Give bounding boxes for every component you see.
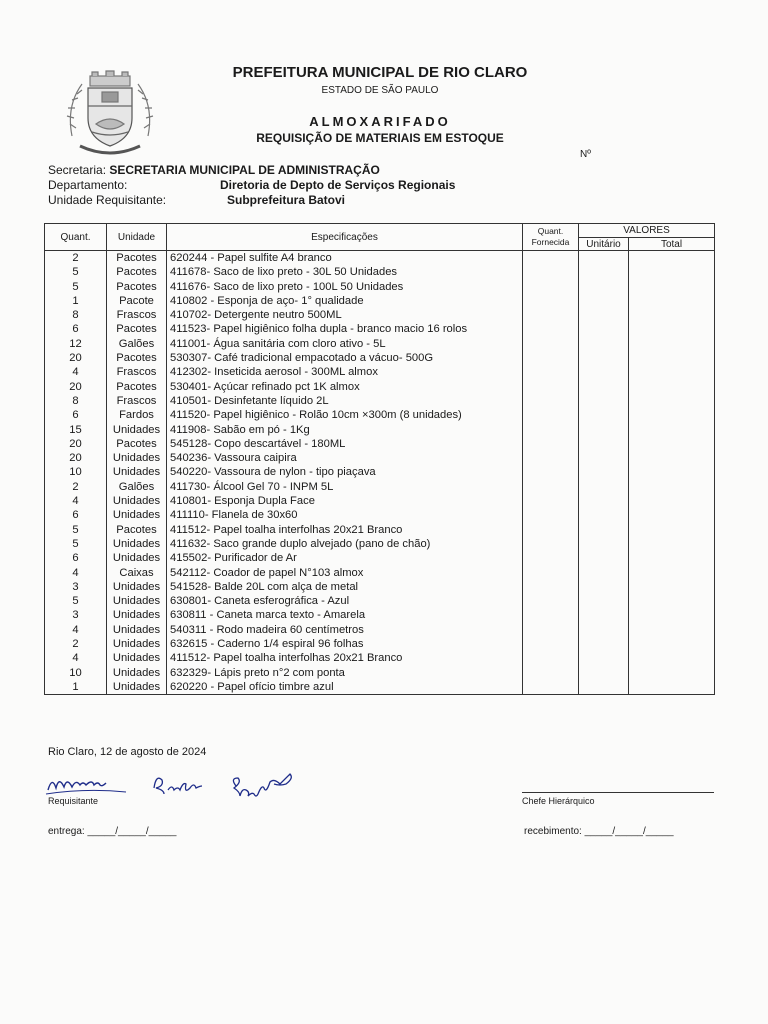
row-quant: 20 (45, 437, 107, 451)
row-especificacao: 411512- Papel toalha interfolhas 20x21 Branco (167, 651, 523, 665)
row-unitario (579, 523, 629, 537)
row-quant-fornecida (523, 265, 579, 279)
row-especificacao: 545128- Copo descartável - 180ML (167, 437, 523, 451)
row-unitario (579, 251, 629, 266)
row-quant: 6 (45, 508, 107, 522)
row-quant: 8 (45, 308, 107, 322)
table-row (45, 566, 715, 580)
row-total (629, 680, 715, 695)
row-unitario (579, 351, 629, 365)
row-quant-fornecida (523, 494, 579, 508)
table-row (45, 265, 715, 279)
row-quant-fornecida (523, 680, 579, 695)
row-unidade: Unidades (107, 508, 167, 522)
row-unidade: Unidades (107, 623, 167, 637)
row-unidade: Pacote (107, 294, 167, 308)
row-unidade: Pacotes (107, 437, 167, 451)
row-unidade: Unidades (107, 580, 167, 594)
municipal-coat-of-arms-icon (62, 66, 158, 162)
row-total (629, 365, 715, 379)
row-especificacao: 411730- Álcool Gel 70 - INPM 5L (167, 480, 523, 494)
row-especificacao: 542112- Coador de papel N°103 almox (167, 566, 523, 580)
row-quant-fornecida (523, 623, 579, 637)
row-quant-fornecida (523, 280, 579, 294)
row-quant-fornecida (523, 594, 579, 608)
row-quant: 4 (45, 566, 107, 580)
row-total (629, 608, 715, 622)
row-unitario (579, 651, 629, 665)
row-unitario (579, 280, 629, 294)
row-quant: 15 (45, 423, 107, 437)
row-total (629, 308, 715, 322)
table-row (45, 508, 715, 522)
row-unitario (579, 537, 629, 551)
table-row (45, 594, 715, 608)
row-especificacao: 411676- Saco de lixo preto - 100L 50 Unidades (167, 280, 523, 294)
row-quant: 4 (45, 494, 107, 508)
row-total (629, 423, 715, 437)
departamento-label: Departamento: (48, 178, 128, 192)
row-unidade: Pacotes (107, 280, 167, 294)
table-row (45, 623, 715, 637)
row-unidade: Galões (107, 480, 167, 494)
row-total (629, 551, 715, 565)
row-especificacao: 411520- Papel higiênico - Rolão 10cm ×300m (8 unidades) (167, 408, 523, 422)
page-title: PREFEITURA MUNICIPAL DE RIO CLARO (232, 64, 528, 81)
row-especificacao: 411110- Flanela de 30x60 (167, 508, 523, 522)
row-especificacao: 620244 - Papel sulfite A4 branco (167, 251, 523, 266)
chefe-signature-line (522, 792, 714, 793)
row-especificacao: 412302- Inseticida aerosol - 300ML almox (167, 365, 523, 379)
table-row (45, 294, 715, 308)
recebimento-field: recebimento: _____/_____/_____ (524, 826, 674, 837)
row-quant: 20 (45, 380, 107, 394)
row-especificacao: 530401- Açúcar refinado pct 1K almox (167, 380, 523, 394)
row-total (629, 651, 715, 665)
row-unitario (579, 322, 629, 336)
row-total (629, 508, 715, 522)
request-date: Rio Claro, 12 de agosto de 2024 (48, 746, 207, 758)
row-quant: 10 (45, 465, 107, 479)
row-quant-fornecida (523, 380, 579, 394)
row-unitario (579, 680, 629, 695)
row-quant-fornecida (523, 394, 579, 408)
secretaria-value: SECRETARIA MUNICIPAL DE ADMINISTRAÇÃO (109, 163, 380, 177)
row-quant-fornecida (523, 666, 579, 680)
table-row (45, 351, 715, 365)
row-unitario (579, 666, 629, 680)
row-unidade: Frascos (107, 308, 167, 322)
row-quant: 2 (45, 480, 107, 494)
row-especificacao: 530307- Café tradicional empacotado a vácuo- 500G (167, 351, 523, 365)
row-quant: 5 (45, 594, 107, 608)
row-quant: 8 (45, 394, 107, 408)
row-quant-fornecida (523, 251, 579, 266)
row-total (629, 637, 715, 651)
header-total: Total (629, 238, 715, 251)
row-unidade: Unidades (107, 637, 167, 651)
row-quant: 2 (45, 251, 107, 266)
row-total (629, 523, 715, 537)
entrega-field: entrega: _____/_____/_____ (48, 826, 177, 837)
row-unitario (579, 494, 629, 508)
row-especificacao: 411512- Papel toalha interfolhas 20x21 Branco (167, 523, 523, 537)
requisitante-label: Requisitante (48, 796, 99, 806)
row-quant: 5 (45, 265, 107, 279)
secretaria-line (48, 163, 380, 177)
table-row (45, 680, 715, 695)
row-quant: 5 (45, 523, 107, 537)
table-row (45, 408, 715, 422)
row-total (629, 566, 715, 580)
header-especificacoes: Especificações (167, 224, 523, 251)
row-total (629, 580, 715, 594)
table-row (45, 322, 715, 336)
row-quant-fornecida (523, 566, 579, 580)
row-unitario (579, 337, 629, 351)
row-unitario (579, 551, 629, 565)
row-quant: 6 (45, 322, 107, 336)
row-quant-fornecida (523, 308, 579, 322)
row-unidade: Pacotes (107, 251, 167, 266)
row-quant-fornecida (523, 322, 579, 336)
row-quant: 4 (45, 651, 107, 665)
row-unidade: Unidades (107, 666, 167, 680)
row-unidade: Unidades (107, 551, 167, 565)
form-number-label: Nº (580, 149, 591, 160)
table-row (45, 608, 715, 622)
row-quant-fornecida (523, 580, 579, 594)
row-unidade: Pacotes (107, 523, 167, 537)
row-total (629, 623, 715, 637)
row-unitario (579, 566, 629, 580)
row-unidade: Unidades (107, 451, 167, 465)
header-quant: Quant. (45, 224, 107, 251)
row-quant-fornecida (523, 337, 579, 351)
table-row (45, 423, 715, 437)
row-especificacao: 630801- Caneta esferográfica - Azul (167, 594, 523, 608)
table-row (45, 537, 715, 551)
header-unitario: Unitário (579, 238, 629, 251)
row-especificacao: 630811 - Caneta marca texto - Amarela (167, 608, 523, 622)
row-especificacao: 411908- Sabão em pó - 1Kg (167, 423, 523, 437)
row-quant-fornecida (523, 351, 579, 365)
row-quant: 1 (45, 680, 107, 695)
table-row (45, 437, 715, 451)
row-unitario (579, 608, 629, 622)
row-total (629, 594, 715, 608)
table-row (45, 666, 715, 680)
row-especificacao: 620220 - Papel ofício timbre azul (167, 680, 523, 695)
row-total (629, 666, 715, 680)
row-unidade: Unidades (107, 423, 167, 437)
header-valores: VALORES (579, 224, 715, 238)
table-row (45, 580, 715, 594)
row-unitario (579, 380, 629, 394)
row-quant-fornecida (523, 523, 579, 537)
row-total (629, 280, 715, 294)
row-unidade: Unidades (107, 651, 167, 665)
row-quant-fornecida (523, 423, 579, 437)
row-quant-fornecida (523, 551, 579, 565)
row-unitario (579, 580, 629, 594)
row-quant: 1 (45, 294, 107, 308)
state-subtitle: ESTADO DE SÃO PAULO (321, 85, 439, 96)
row-quant: 5 (45, 537, 107, 551)
row-quant: 3 (45, 580, 107, 594)
row-unitario (579, 437, 629, 451)
row-unidade: Fardos (107, 408, 167, 422)
row-unidade: Unidades (107, 465, 167, 479)
row-especificacao: 415502- Purificador de Ar (167, 551, 523, 565)
row-unidade: Pacotes (107, 265, 167, 279)
materials-table (44, 223, 715, 695)
row-unidade: Pacotes (107, 380, 167, 394)
row-especificacao: 411632- Saco grande duplo alvejado (pano de chão) (167, 537, 523, 551)
row-quant: 4 (45, 365, 107, 379)
row-total (629, 394, 715, 408)
row-quant: 12 (45, 337, 107, 351)
row-especificacao: 632615 - Caderno 1/4 espiral 96 folhas (167, 637, 523, 651)
row-quant: 5 (45, 280, 107, 294)
row-quant-fornecida (523, 294, 579, 308)
row-unidade: Galões (107, 337, 167, 351)
row-total (629, 337, 715, 351)
header-unidade: Unidade (107, 224, 167, 251)
row-total (629, 465, 715, 479)
row-especificacao: 632329- Lápis preto n°2 com ponta (167, 666, 523, 680)
row-unitario (579, 408, 629, 422)
row-unitario (579, 394, 629, 408)
row-quant-fornecida (523, 437, 579, 451)
header-quant-fornecida: Quant. Fornecida (523, 224, 579, 251)
row-unidade: Caixas (107, 566, 167, 580)
table-row (45, 394, 715, 408)
row-unidade: Frascos (107, 365, 167, 379)
table-row (45, 337, 715, 351)
row-quant-fornecida (523, 508, 579, 522)
row-quant: 20 (45, 351, 107, 365)
row-quant-fornecida (523, 365, 579, 379)
row-especificacao: 540236- Vassoura caipira (167, 451, 523, 465)
row-quant-fornecida (523, 480, 579, 494)
row-unidade: Unidades (107, 494, 167, 508)
row-unitario (579, 594, 629, 608)
departamento-value: Diretoria de Depto de Serviços Regionais (220, 178, 456, 192)
row-especificacao: 410501- Desinfetante líquido 2L (167, 394, 523, 408)
row-unidade: Unidades (107, 594, 167, 608)
row-quant-fornecida (523, 537, 579, 551)
row-total (629, 265, 715, 279)
table-row (45, 308, 715, 322)
row-especificacao: 540220- Vassoura de nylon - tipo piaçava (167, 465, 523, 479)
row-quant-fornecida (523, 465, 579, 479)
row-especificacao: 540311 - Rodo madeira 60 centímetros (167, 623, 523, 637)
row-quant-fornecida (523, 451, 579, 465)
row-unidade: Frascos (107, 394, 167, 408)
table-row (45, 551, 715, 565)
row-unidade: Unidades (107, 608, 167, 622)
row-unidade: Unidades (107, 537, 167, 551)
secretaria-label: Secretaria: (48, 163, 107, 177)
row-especificacao: 411678- Saco de lixo preto - 30L 50 Unidades (167, 265, 523, 279)
row-total (629, 408, 715, 422)
table-row (45, 494, 715, 508)
row-total (629, 451, 715, 465)
row-quant: 6 (45, 551, 107, 565)
row-unitario (579, 480, 629, 494)
table-row (45, 651, 715, 665)
row-quant-fornecida (523, 608, 579, 622)
row-unidade: Unidades (107, 680, 167, 695)
row-total (629, 537, 715, 551)
table-row (45, 451, 715, 465)
row-especificacao: 411001- Água sanitária com cloro ativo - 5L (167, 337, 523, 351)
row-total (629, 494, 715, 508)
row-quant-fornecida (523, 651, 579, 665)
row-unitario (579, 465, 629, 479)
row-unitario (579, 365, 629, 379)
row-quant: 20 (45, 451, 107, 465)
table-row (45, 365, 715, 379)
row-unitario (579, 623, 629, 637)
table-row (45, 637, 715, 651)
table-row (45, 523, 715, 537)
table-row (45, 465, 715, 479)
unidade-value: Subprefeitura Batovi (227, 193, 346, 207)
row-total (629, 437, 715, 451)
row-quant: 3 (45, 608, 107, 622)
row-quant: 6 (45, 408, 107, 422)
row-unitario (579, 637, 629, 651)
row-unitario (579, 294, 629, 308)
row-total (629, 351, 715, 365)
row-total (629, 480, 715, 494)
table-row (45, 251, 715, 266)
row-unitario (579, 265, 629, 279)
row-unitario (579, 451, 629, 465)
row-unitario (579, 308, 629, 322)
row-total (629, 294, 715, 308)
row-quant-fornecida (523, 637, 579, 651)
row-quant-fornecida (523, 408, 579, 422)
row-especificacao: 411523- Papel higiênico folha dupla - branco macio 16 rolos (167, 322, 523, 336)
table-row (45, 380, 715, 394)
row-total (629, 322, 715, 336)
row-unidade: Pacotes (107, 351, 167, 365)
row-unitario (579, 423, 629, 437)
row-unitario (579, 508, 629, 522)
unidade-label: Unidade Requisitante: (48, 193, 167, 207)
table-row (45, 480, 715, 494)
row-total (629, 380, 715, 394)
row-quant: 10 (45, 666, 107, 680)
row-quant: 2 (45, 637, 107, 651)
department-title: ALMOXARIFADO (309, 114, 451, 129)
row-quant: 4 (45, 623, 107, 637)
table-row (45, 280, 715, 294)
row-unidade: Pacotes (107, 322, 167, 336)
row-especificacao: 410801- Esponja Dupla Face (167, 494, 523, 508)
row-especificacao: 410702- Detergente neutro 500ML (167, 308, 523, 322)
row-especificacao: 410802 - Esponja de aço- 1° qualidade (167, 294, 523, 308)
chefe-label: Chefe Hierárquico (522, 796, 595, 806)
form-title: REQUISIÇÃO DE MATERIAIS EM ESTOQUE (256, 131, 504, 145)
row-especificacao: 541528- Balde 20L com alça de metal (167, 580, 523, 594)
row-total (629, 251, 715, 266)
